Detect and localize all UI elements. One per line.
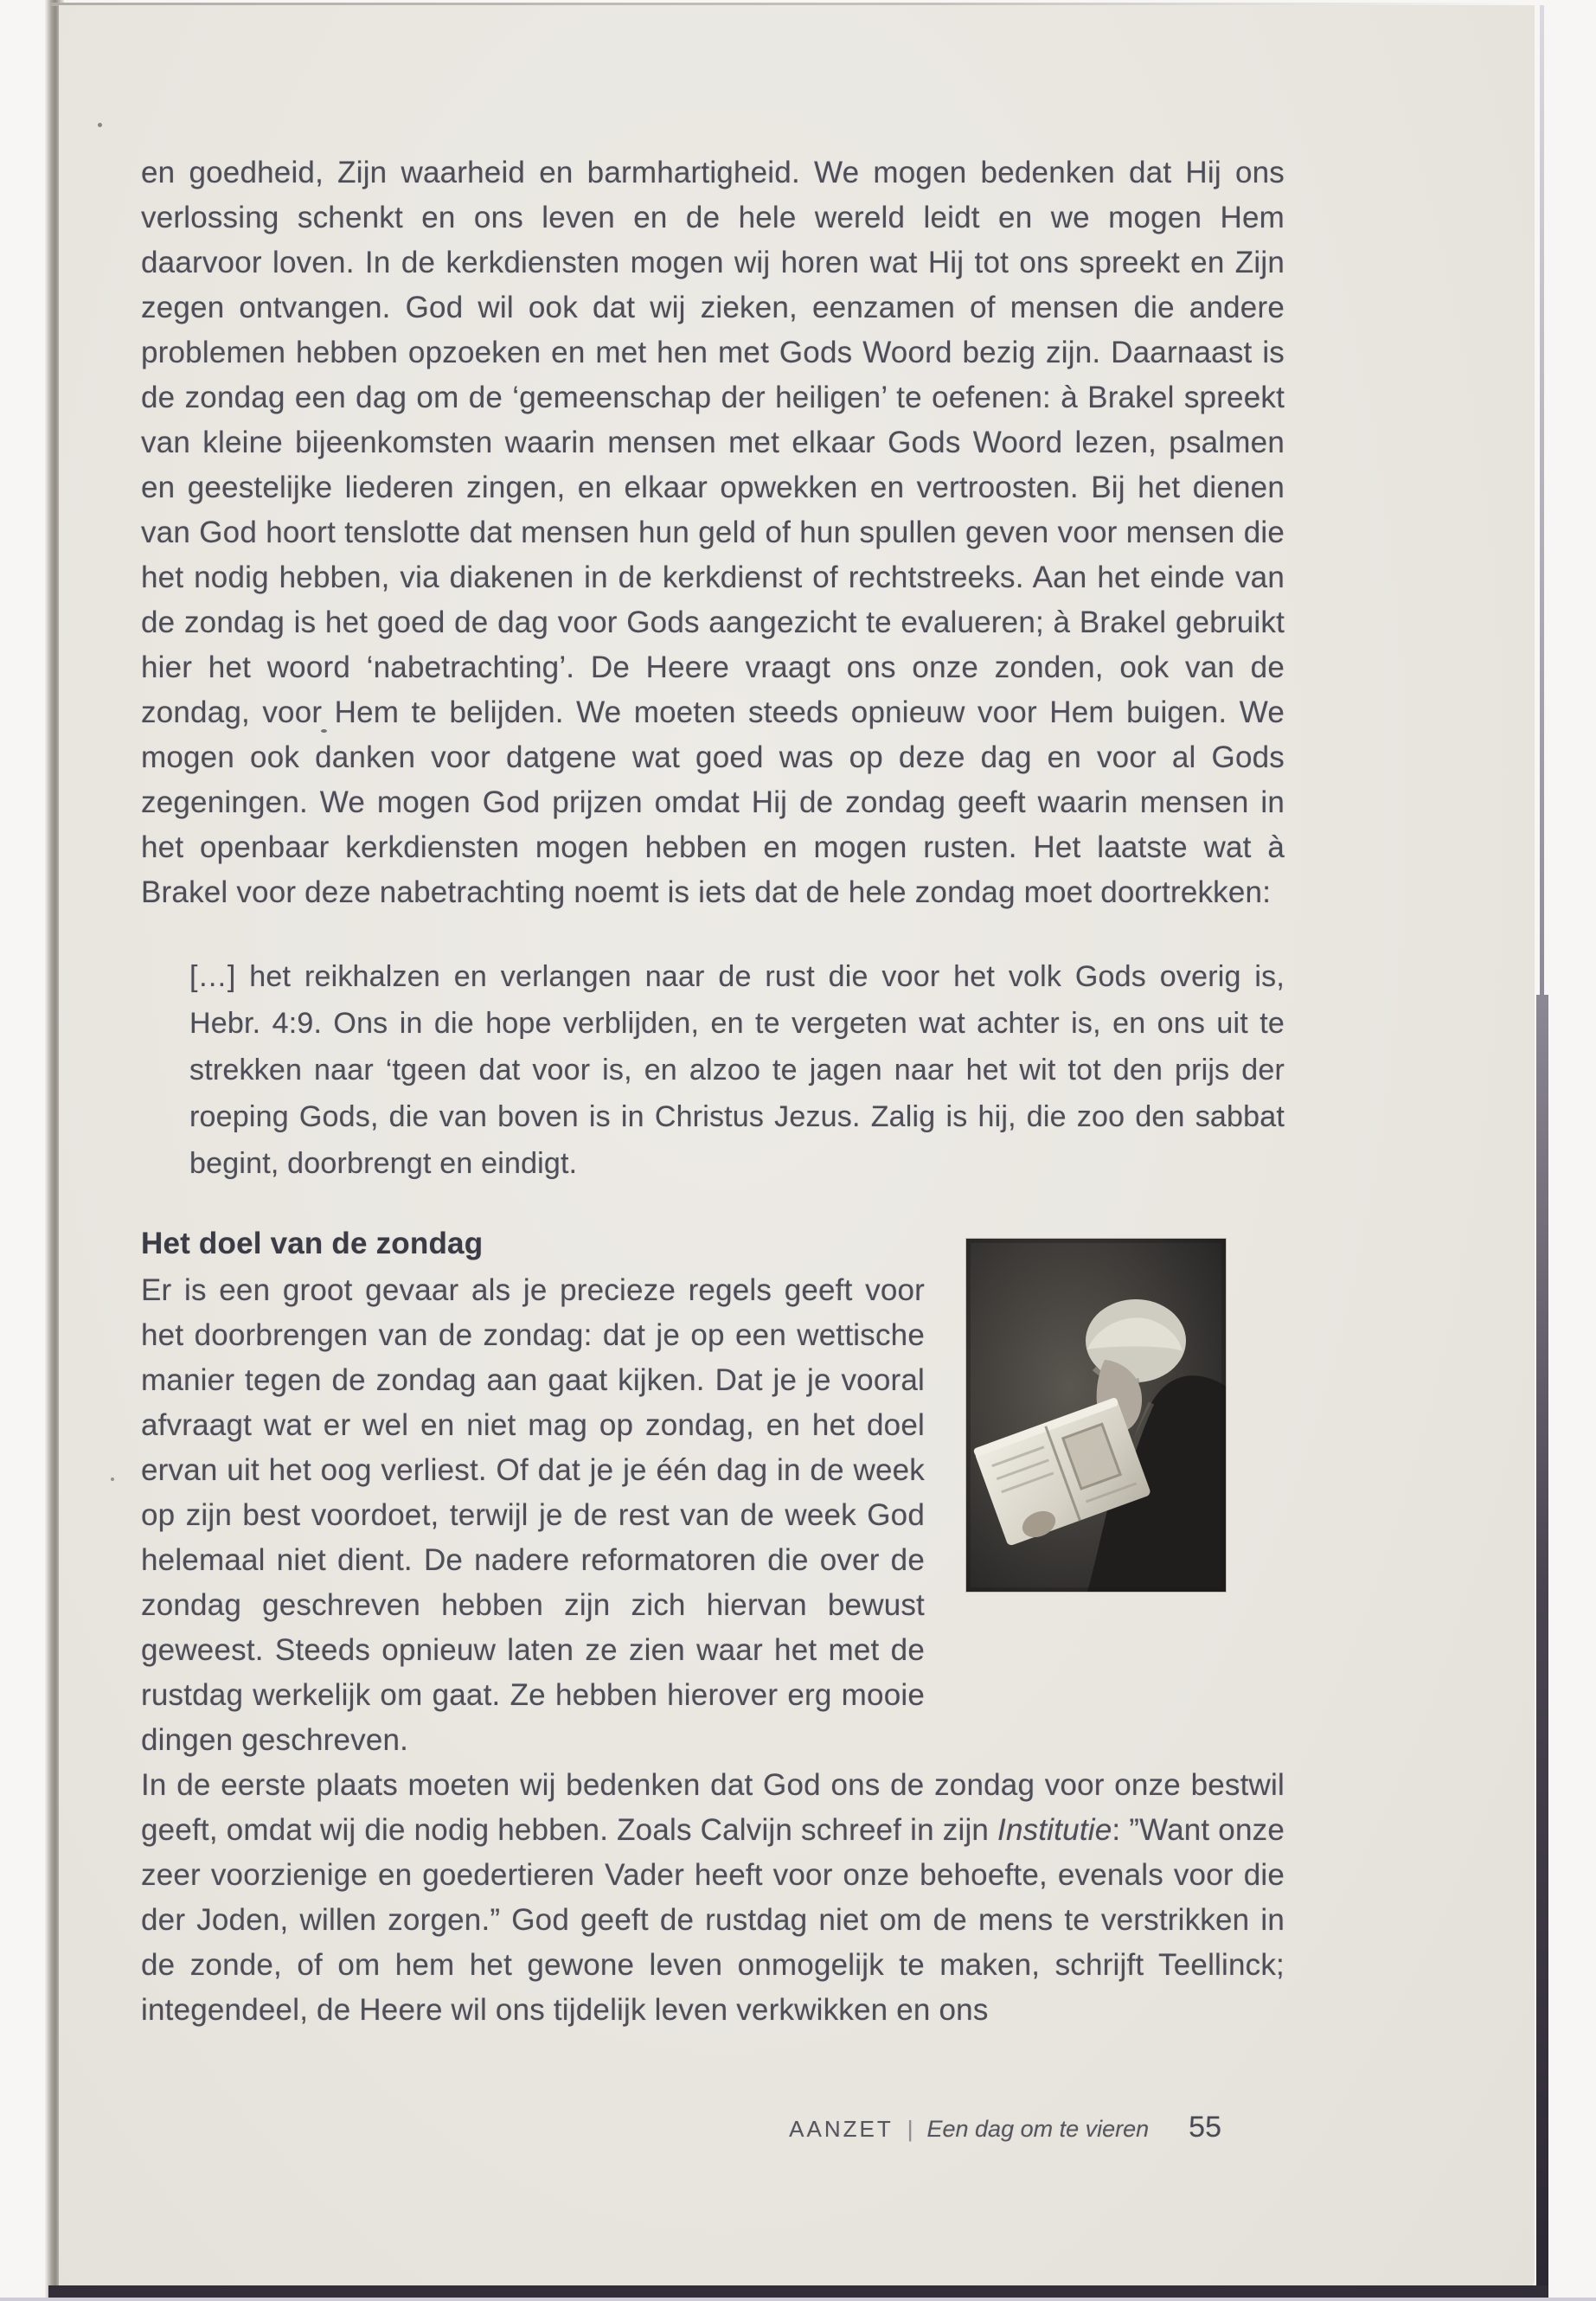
page-body bbox=[59, 5, 1535, 2289]
paragraph-calvijn-text: In de eerste plaats moeten wij bedenken dat God ons de zondag voor onze bestwil geeft, omdat wij die nodig hebben. Zoals Calvijn schreef in zijn bbox=[141, 1768, 1285, 1847]
scan-speck bbox=[321, 729, 327, 733]
article-text bbox=[141, 151, 1285, 2033]
scan-speck bbox=[98, 123, 102, 127]
page-edge-right-top bbox=[1540, 5, 1544, 1000]
book-title-institutie: Institutie bbox=[997, 1813, 1112, 1847]
old-woman-reading-painting bbox=[966, 1239, 1226, 1592]
page-footer bbox=[789, 2111, 1221, 2144]
scan-speck bbox=[111, 1477, 114, 1481]
paragraph-purpose: Er is een groot gevaar als je precieze regels geeft voor het doorbrengen van de zondag: dat je op een wettische manier tegen de zondag aan gaat kijken. Dat je je vooral afvraagt wat er wel en niet mag op zondag, en het doel ervan uit het oog verliest. Of dat je je één dag in de week op zijn best voordoet, terwijl je de rest van de week God helemaal niet dient. De nadere reformatoren die over de zondag geschreven hebben zijn zich hiervan bewust geweest. Steeds opnieuw laten ze zien waar het met de rustdag werkelijk om gaat. Ze hebben hierover erg mooie dingen geschreven. bbox=[141, 1273, 925, 1757]
figure-old-woman-reading bbox=[966, 1239, 1226, 1592]
footer-separator: | bbox=[907, 2116, 913, 2142]
paragraph-calvijn bbox=[141, 1763, 1285, 2033]
magazine-name: AANZET bbox=[789, 2116, 894, 2142]
section-heading: Het doel van de zondag bbox=[141, 1227, 484, 1260]
page-number: 55 bbox=[1189, 2111, 1221, 2144]
paragraph-calvijn-rest: : ”Want onze zeer voorzienige en goedertieren Vader heeft voor onze behoefte, evenals voor die der Joden, willen zorgen.” God geeft de rustdag niet om de mens te verstrikken in de zonde, of om hem het gewone leven onmogelijk te maken, schrijft Teellinck; integendeel, de Heere wil ons tijdelijk leven verkwikken en ons bbox=[141, 1813, 1285, 2027]
page-edge-right-bottom bbox=[1536, 995, 1548, 2298]
article-title: Een dag om te vieren bbox=[926, 2116, 1150, 2142]
block-quote: […] het reikhalzen en verlangen naar de rust die voor het volk Gods overig is, Hebr. 4:9. Ons in die hope verblijden, en te vergeten wat achter is, en ons uit te strekken naar ‘tgeen dat voor is, en alzoo te jagen naar het wit tot den prijs der roeping Gods, die van boven is in Christus Jezus. Zalig is hij, die zoo den sabbat begint, doorbrengt en eindigt. bbox=[189, 960, 1285, 1180]
paragraph-main: en goedheid, Zijn waarheid en barmhartigheid. We mogen bedenken dat Hij ons verlossing schenkt en ons leven en de hele wereld leidt en we mogen Hem daarvoor loven. In de kerkdiensten mogen wij horen wat Hij tot ons spreekt en Zijn zegen ontvangen. God wil ook dat wij zieken, eenzamen of mensen die andere problemen hebben opzoeken en met hen met Gods Woord bezig zijn. Daarnaast is de zondag een dag om de ‘gemeenschap der heiligen’ te oefenen: à Brakel spreekt van kleine bijeenkomsten waarin mensen met elkaar Gods Woord lezen, psalmen en geestelijke liederen zingen, en elkaar opwekken en vertroosten. Bij het dienen van God hoort tenslotte dat mensen hun geld of hun spullen geven voor mensen die het nodig hebben, via diakenen in de kerkdienst of rechtstreeks. Aan het einde van de zondag is het goed de dag voor Gods aangezicht te evalueren; à Brakel gebruikt hier het woord ‘nabetrachting’. De Heere vraagt ons onze zonden, ook van de zondag, voor Hem te belijden. We moeten steeds opnieuw voor Hem buigen. We mogen ook danken voor datgene wat goed was op deze dag en voor al Gods zegeningen. We mogen God prijzen omdat Hij de zondag geeft waarin mensen in het openbaar kerkdiensten mogen hebben en mogen rusten. Het laatste wat à Brakel voor deze nabetrachting noemt is iets dat de hele zondag moet doortrekken: bbox=[141, 156, 1285, 909]
scan-bottom-strip bbox=[0, 2298, 1596, 2301]
page-edge-bottom bbox=[48, 2285, 1548, 2298]
